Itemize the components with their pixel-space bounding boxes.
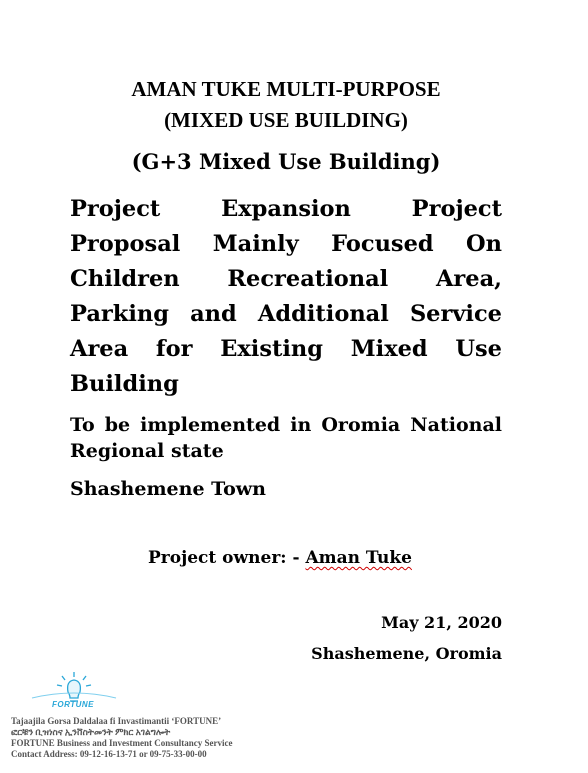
document-title — [0, 74, 572, 136]
proposal-description: Project Expansion Project Proposal Mainly Focused On Children Recreational Area, Parking and Additional Service Area for Existing Mixed Use Building — [70, 196, 502, 397]
footer-line-4: Contact Address: 09-12-16-13-71 or 09-75-33-00-00 — [11, 749, 207, 759]
footer-line-3: FORTUNE Business and Investment Consultancy Service — [11, 738, 233, 748]
owner-label: Project owner: - — [148, 548, 306, 568]
implementation-town: Shashemene Town — [70, 478, 266, 500]
implementation-region: To be implemented in Oromia National Regional state — [70, 414, 502, 462]
footer-contact — [11, 716, 232, 760]
title-line-1: AMAN TUKE MULTI-PURPOSE — [131, 77, 441, 101]
document-subtitle: (G+3 Mixed Use Building) — [131, 149, 441, 174]
project-owner — [148, 546, 412, 570]
owner-name: Aman Tuke — [305, 548, 412, 568]
footer-line-1: Tajaajila Gorsa Daldalaa fi Invastimantii ‘FORTUNE’ — [11, 716, 222, 726]
title-line-2: (MIXED USE BUILDING) — [164, 108, 408, 132]
logo-text: FORTUNE — [51, 700, 95, 709]
footer-line-2: ፎርቹን ቢዝነስና ኢንቨስትመንት ምክር አገልግሎት — [11, 727, 171, 737]
document-date: May 21, 2020 — [381, 613, 502, 632]
document-place: Shashemene, Oromia — [311, 644, 502, 663]
